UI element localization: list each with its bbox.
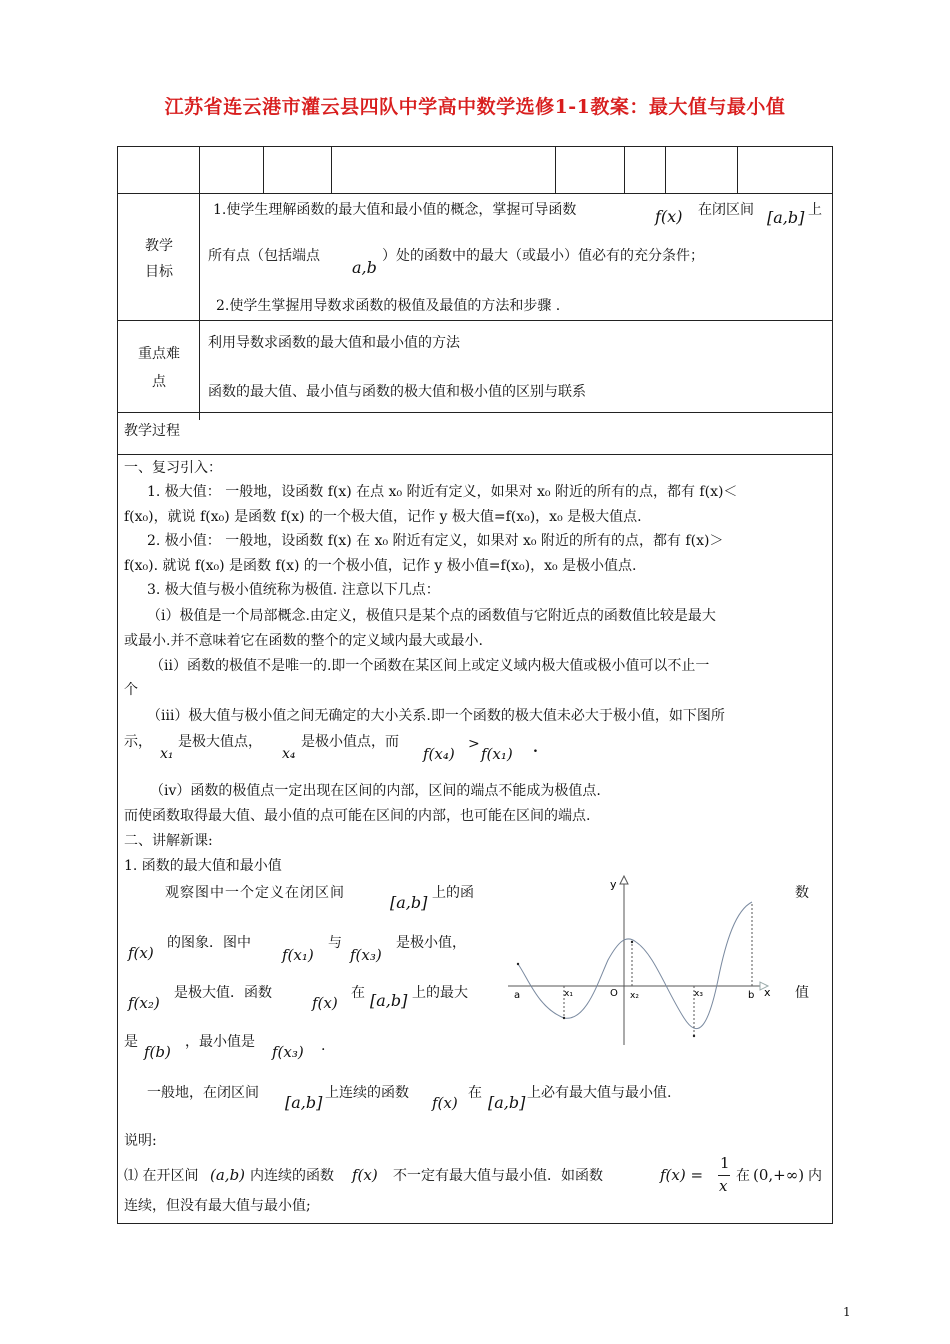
table-rule xyxy=(624,146,625,193)
section-new: 二、讲解新课: xyxy=(124,833,213,849)
section-review: 一、复习引入： xyxy=(124,460,222,476)
note-heading: 说明: xyxy=(124,1133,157,1149)
function-graph xyxy=(508,870,778,1050)
note-iii-text: 是极大值点， xyxy=(178,734,262,750)
point-a xyxy=(517,963,519,965)
obs-text: 在 xyxy=(351,985,365,1001)
math-gt: > xyxy=(468,736,480,752)
goals-label-line: 教学 xyxy=(145,238,173,254)
table-rule xyxy=(117,193,833,194)
general-text: 在 xyxy=(468,1085,482,1101)
para-min-1: 2. 极小值： 一般地，设函数 f(x) 在 x₀ 附近有定义，如果对 x₀ 附近的所有的点，都有 f(x)＞ xyxy=(147,533,724,549)
goal-text: 在闭区间 xyxy=(698,202,754,218)
obs-fx3: f(x₃) xyxy=(272,1043,304,1061)
note-iii-text: 是极小值点，而 xyxy=(301,734,399,750)
goal-text: 上 xyxy=(808,202,822,218)
obs-text: 数 xyxy=(795,885,809,901)
math-x1: x₁ xyxy=(160,746,174,762)
label-x1: x₁ xyxy=(564,989,573,999)
point-x2 xyxy=(631,941,633,943)
math-fx1: f(x₁) xyxy=(481,745,513,763)
table-rule xyxy=(263,146,264,193)
note-1-text: 内连续的函数 xyxy=(250,1168,334,1184)
obs-text: 的图象．图中 xyxy=(167,935,251,951)
table-rule xyxy=(331,146,332,193)
note-1-function: f(x) = xyxy=(660,1166,704,1184)
para-min-2: f(x₀). 就说 f(x₀) 是函数 f(x) 的一个极小值，记作 y 极小值=f(x₀)，x₀ 是极小值点. xyxy=(124,558,637,574)
general-text: 上必有最大值与最小值. xyxy=(527,1085,672,1101)
table-rule xyxy=(555,146,556,193)
obs-fx: f(x) xyxy=(128,944,154,962)
note-i-1: （ⅰ）极值是一个局部概念.由定义，极值只是某个点的函数值与它附近点的函数值比较是最大 xyxy=(147,608,716,624)
obs-text: 上的最大 xyxy=(412,985,468,1001)
para-max-2: f(x₀)，就说 f(x₀) 是函数 f(x) 的一个极大值，记作 y 极大值=f(x₀)，x₀ 是极大值点. xyxy=(124,509,642,525)
note-1-open-interval: (a,b) xyxy=(210,1166,246,1184)
note-1-text: ⑴ 在开区间 xyxy=(124,1168,199,1184)
note-iii-1: （ⅲ）极大值与极小值之间无确定的大小关系.即一个函数的极大值未必大于极小值，如下图所 xyxy=(147,708,725,724)
note-1-denominator: x xyxy=(719,1177,728,1195)
note-1-text: 在 xyxy=(736,1168,750,1184)
note-1-interval: (0,+∞) xyxy=(753,1166,805,1184)
key-point-1: 利用导数求函数的最大值和最小值的方法 xyxy=(208,335,460,351)
table-rule xyxy=(117,454,833,455)
goal-2: 2.使学生掌握用导数求函数的极值及最值的方法和步骤 . xyxy=(216,298,561,314)
math-fx4: f(x₄) xyxy=(423,745,455,763)
document-title: 江苏省连云港市灌云县四队中学高中数学选修1-1教案：最大值与最小值 xyxy=(164,96,786,118)
obs-text: ，最小值是 xyxy=(185,1034,255,1050)
process-label: 教学过程 xyxy=(124,423,180,439)
note-1-text: 不一定有最大值与最小值．如函数 xyxy=(393,1168,603,1184)
obs-text: 是极小值， xyxy=(396,935,466,951)
note-i-2: 或最小.并不意味着它在函数的整个的定义域内最大或最小. xyxy=(124,633,483,649)
key-label-line: 重点难 xyxy=(138,346,180,362)
general-text: 一般地，在闭区间 xyxy=(147,1085,259,1101)
goal-text: 1.使学生理解函数的最大值和最小值的概念，掌握可导函数 xyxy=(213,202,577,218)
general-interval: [a,b] xyxy=(285,1093,323,1112)
table-rule xyxy=(117,412,833,413)
obs-text: 与 xyxy=(328,935,342,951)
general-fx: f(x) xyxy=(432,1094,458,1112)
note-iv-1: （ⅳ）函数的极值点一定出现在区间的内部，区间的端点不能成为极值点. xyxy=(150,783,601,799)
key-point-2: 函数的最大值、最小值与函数的极大值和极小值的区别与联系 xyxy=(208,384,586,400)
note-1-text: 连续，但没有最大值与最小值; xyxy=(124,1198,311,1214)
goal-interval: [a,b] xyxy=(767,208,805,227)
note-ii-2: 个 xyxy=(124,682,138,698)
key-label-line: 点 xyxy=(152,374,166,390)
obs-fx: f(x) xyxy=(312,994,338,1012)
function-curve xyxy=(518,902,755,1029)
goals-label-line: 目标 xyxy=(145,264,173,280)
general-interval: [a,b] xyxy=(488,1093,526,1112)
note-1-fx: f(x) xyxy=(352,1166,378,1184)
label-x3: x₃ xyxy=(694,989,703,999)
key-label xyxy=(130,344,188,392)
obs-fb: f(b) xyxy=(144,1043,171,1061)
note-iii-2: 示， xyxy=(124,734,152,750)
label-y: y xyxy=(610,878,617,891)
label-origin: O xyxy=(610,988,618,999)
label-x2: x₂ xyxy=(630,991,639,1001)
goal-text: 所有点（包括端点 xyxy=(208,248,320,264)
y-axis-arrow xyxy=(620,876,628,884)
obs-text: 观察图中一个定义在闭区间 xyxy=(165,885,345,901)
math-x4: x₄ xyxy=(282,746,296,762)
obs-fx2: f(x₂) xyxy=(128,994,160,1012)
general-text: 上连续的函数 xyxy=(325,1085,409,1101)
obs-fx1: f(x₁) xyxy=(282,946,314,964)
note-ii-1: （ⅱ）函数的极值不是唯一的.即一个函数在某区间上或定义域内极大值或极小值可以不止一 xyxy=(150,658,710,674)
point-x3 xyxy=(693,1035,695,1037)
table-rule xyxy=(199,146,200,420)
para-max-1: 1. 极大值： 一般地，设函数 f(x) 在点 x₀ 附近有定义，如果对 x₀ 附近的所有的点，都有 f(x)＜ xyxy=(147,484,738,500)
obs-interval: [a,b] xyxy=(390,893,428,912)
obs-text: 是 xyxy=(124,1034,138,1050)
obs-text: 值 xyxy=(795,985,809,1001)
point-x1 xyxy=(563,1017,565,1019)
para-extrema: 3. 极大值与极小值统称为极值. 注意以下几点： xyxy=(147,582,440,598)
obs-text: 上的函 xyxy=(432,885,474,901)
heading-max-min: 1. 函数的最大值和最小值 xyxy=(124,858,282,874)
math-dot: . xyxy=(533,740,538,756)
goal-fx: f(x) xyxy=(655,207,683,226)
page-number: 1 xyxy=(843,1305,851,1319)
note-iv-2: 而使函数取得最大值、最小值的点可能在区间的内部，也可能在区间的端点. xyxy=(124,808,591,824)
goal-1-line-a xyxy=(213,200,576,220)
obs-text: . xyxy=(321,1038,326,1054)
table-rule xyxy=(117,320,833,321)
goal-text: ）处的函数中的最大（或最小）值必有的充分条件； xyxy=(382,248,704,264)
obs-interval: [a,b] xyxy=(370,991,408,1010)
obs-fx3: f(x₃) xyxy=(350,946,382,964)
obs-text: 是极大值．函数 xyxy=(174,985,272,1001)
label-x: x xyxy=(764,986,771,999)
label-a: a xyxy=(514,990,521,1001)
goal-endpoints: a,b xyxy=(352,258,377,277)
table-rule xyxy=(665,146,666,193)
table-rule xyxy=(737,146,738,193)
note-1-text: 内 xyxy=(808,1168,822,1184)
goals-label xyxy=(137,236,181,282)
label-b: b xyxy=(748,990,755,1001)
note-1-numerator: 1 xyxy=(720,1154,730,1172)
